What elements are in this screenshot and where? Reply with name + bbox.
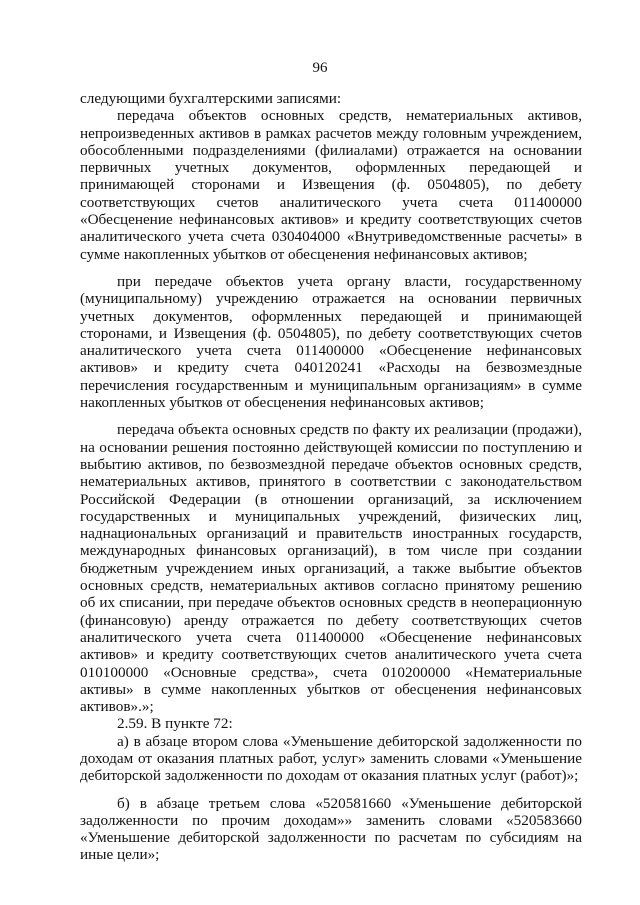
paragraph-transfer-sale: передача объекта основных средств по факту их реализации (продажи), на основании решения постоянно действующей комиссии по поступлению и выбытию активов, по безвозмездной передаче объектов основных средств, нематериальных активов, принятого в соответствии с законодательством Российской Федерации (в отношении организаций, за исключением государственных и муниципальных учреждений, физических лиц, наднациональных организаций и правительств иностранных государств, международных финансовых организаций), в том числе при создании бюджетным учреждением иных организаций, а также выбытие объектов основных средств, нематериальных активов согласно принятому решению об их списании, при передаче объектов основных средств в неоперационную (финансовую) аренду отражается по дебету соответствующих счетов аналитического учета счета 011400000 «Обесценение нефинансовых активов» и кредиту соответствующих счетов аналитического учета счета 010100000 «Основные средства», счета 010200000 «Нематериальные активы» в сумме накопленных убытков от обесценения нефинансовых активов».»;	[80, 421, 582, 716]
paragraph-clause-heading: 2.59. В пункте 72:	[117, 715, 233, 733]
paragraph-transfer-authority: при передаче объектов учета органу власти, государственному (муниципальному) учреждению отражается на основании первичных учетных документов, оформленных передающей и принимающей сторонами, и Извещения (ф. 0504805), по дебету соответствующих счетов аналитического учета счета 011400000 «Обесценение нефинансовых активов» и кредиту счета 040120241 «Расходы на безвозмездные перечисления государственным и муниципальным организациям» в сумме накопленных убытков от обесценения нефинансовых активов;	[80, 272, 582, 412]
page-number: 96	[312, 60, 328, 76]
paragraph-intro: следующими бухгалтерскими записями:	[80, 90, 342, 107]
paragraph-subclause-a: а) в абзаце втором слова «Уменьшение дебиторской задолженности по доходам от оказания платных работ, услуг» заменить словами «Уменьшение дебиторской задолженности по доходам от оказания платных услуг (работ)»;	[80, 732, 582, 785]
document-body	[80, 90, 582, 864]
paragraph-subclause-b: б) в абзаце третьем слова «520581660 «Уменьшение дебиторской задолженности по прочим доходам»» заменить словами «520583660 «Уменьшение дебиторской задолженности по расчетам по субсидиям на иные цели»;	[80, 794, 582, 864]
paragraph-transfer-branches: передача объектов основных средств, нематериальных активов, непроизведенных активов в рамках расчетов между головным учреждением, обособленными подразделениями (филиалами) отражается на основании первичных учетных документов, оформленных передающей и принимающей сторонами и Извещения (ф. 0504805), по дебету соответствующих счетов аналитического учета счета 011400000 «Обесценение нефинансовых активов» и кредиту соответствующих счетов аналитического учета счета 030404000 «Внутриведомственные расчеты» в сумме накопленных убытков от обесценения нефинансовых активов;	[80, 107, 582, 263]
